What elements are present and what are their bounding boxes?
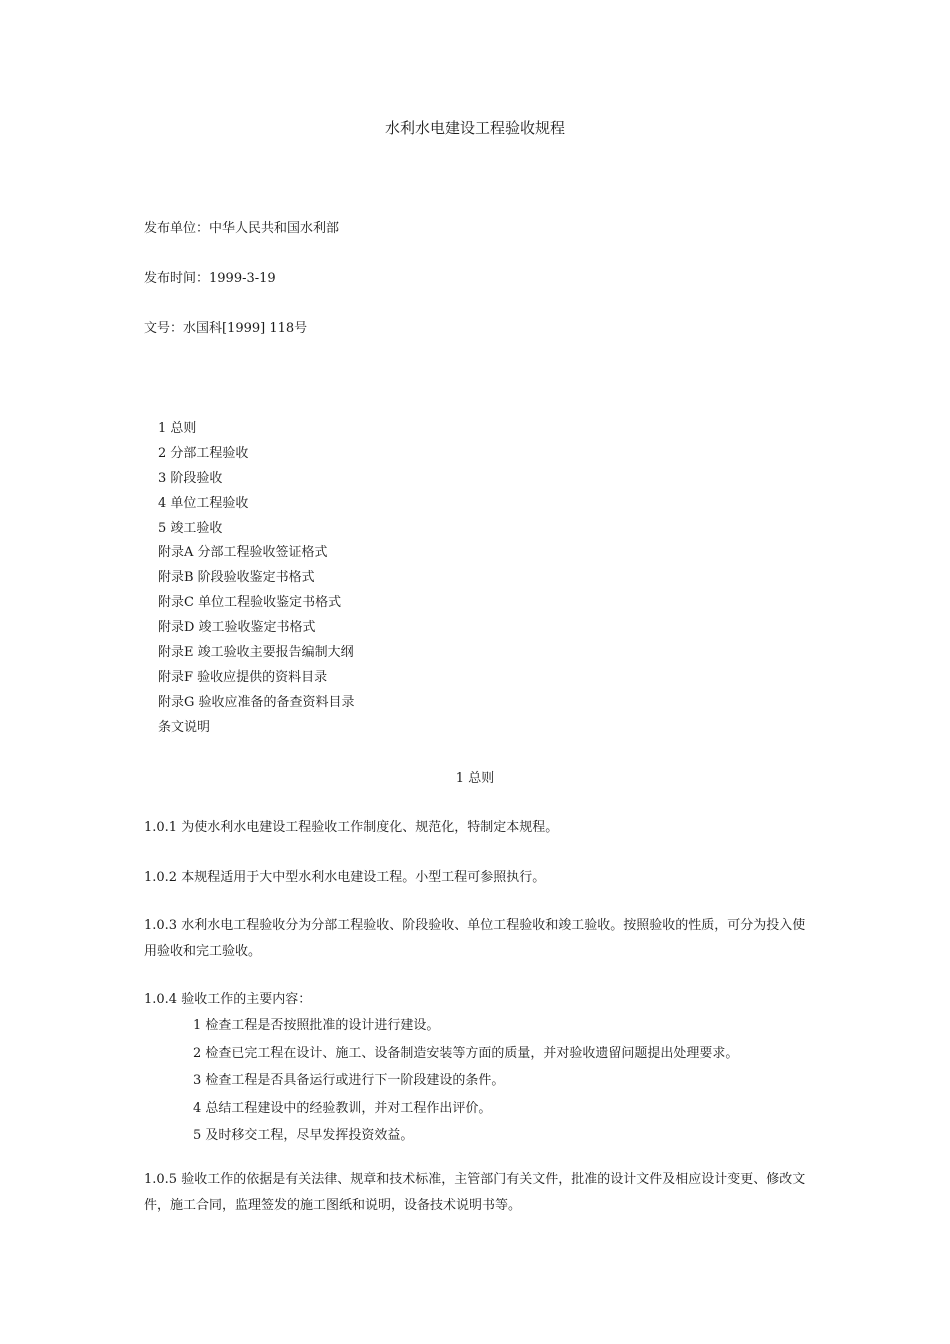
toc-item: 4 单位工程验收 [158,495,249,511]
table-of-contents [158,419,355,743]
clause-1-0-1: 1.0.1 为使水利水电建设工程验收工作制度化、规范化，特制定本规程。 [144,820,559,835]
section-heading-text: 1 总则 [455,771,495,786]
list-item: 2 检查已完工程在设计、施工、设备制造安装等方面的质量，并对验收遗留问题提出处理要求。 [193,1045,739,1061]
section-heading [0,770,950,788]
toc-item: 附录E 竣工验收主要报告编制大纲 [158,645,354,661]
toc-item: 2 分部工程验收 [158,445,249,461]
list-item: 5 及时移交工程，尽早发挥投资效益。 [193,1128,414,1143]
list-item: 3 检查工程是否具备运行或进行下一阶段建设的条件。 [193,1073,505,1088]
toc-item: 5 竣工验收 [158,520,223,536]
toc-item: 3 阶段验收 [158,470,223,486]
document-title: 水利水电建设工程验收规程 [384,119,565,137]
list-item: 1 检查工程是否按照批准的设计进行建设。 [193,1018,440,1033]
issue-date-line: 发布时间：1999-3-19 [144,271,276,286]
toc-item: 附录D 竣工验收鉴定书格式 [158,620,316,636]
issuer-line: 发布单位：中华人民共和国水利部 [144,221,340,236]
clause-1-0-4-items [193,1016,738,1154]
clause-1-0-5: 1.0.5 验收工作的依据是有关法律、规章和技术标准，主管部门有关文件，批准的设计文件及相应设计变更、修改文件，施工合同，监理签发的施工图纸和说明，设备技术说明书等。 [144,1172,806,1213]
clause-1-0-2: 1.0.2 本规程适用于大中型水利水电建设工程。小型工程可参照执行。 [144,870,546,885]
toc-item: 附录B 阶段验收鉴定书格式 [158,570,315,586]
toc-item: 附录A 分部工程验收签证格式 [158,545,328,561]
toc-item: 附录F 验收应提供的资料目录 [158,669,328,685]
list-item: 4 总结工程建设中的经验教训，并对工程作出评价。 [193,1100,492,1116]
toc-item: 附录C 单位工程验收鉴定书格式 [158,595,342,611]
toc-item: 附录G 验收应准备的备查资料目录 [158,694,355,710]
toc-item: 1 总则 [158,421,197,436]
doc-number-line: 文号：水国科[1999] 118号 [144,321,308,336]
clause-1-0-3: 1.0.3 水利水电工程验收分为分部工程验收、阶段验收、单位工程验收和竣工验收。按照验收的性质，可分为投入使用验收和完工验收。 [144,918,806,959]
toc-item: 条文说明 [158,719,211,735]
clause-1-0-4: 1.0.4 验收工作的主要内容： [144,992,312,1007]
